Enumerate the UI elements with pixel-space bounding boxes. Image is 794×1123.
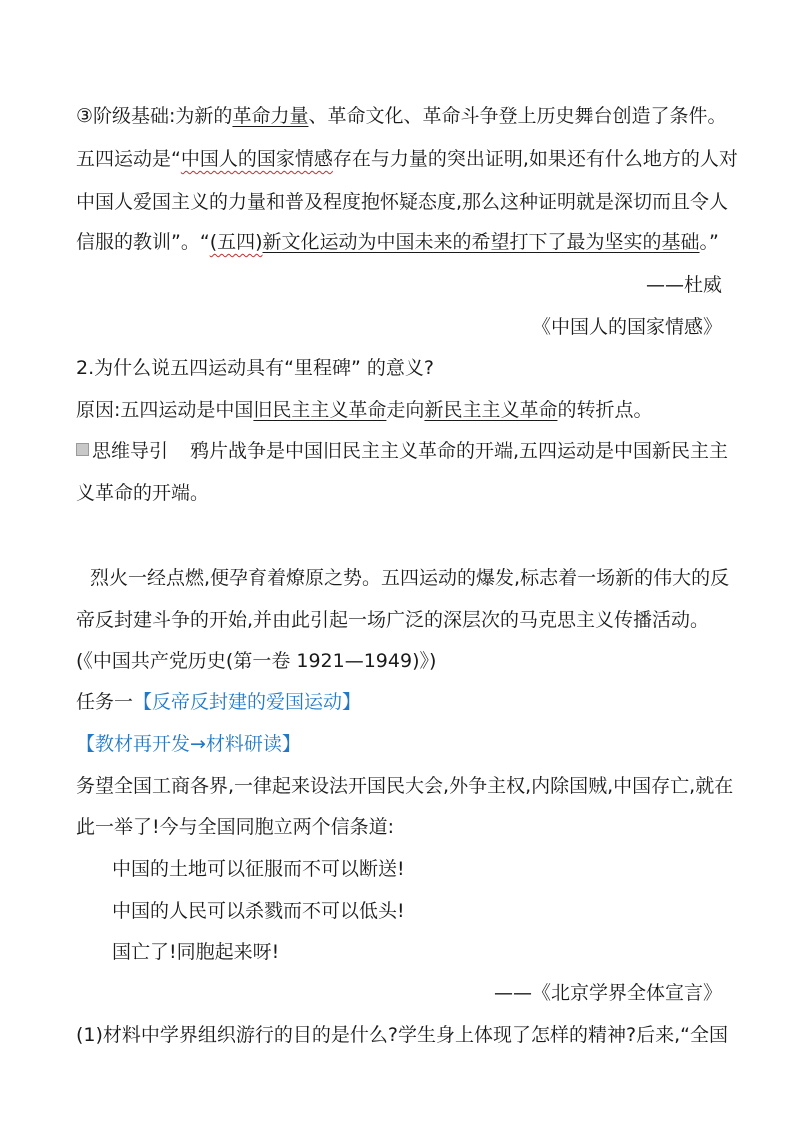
thinking-guide: 思维导引 鸦片战争是中国旧民主主义革命的开端,五四运动是中国新民主主 [76,437,722,465]
intro-line-2: 帝反封建斗争的开始,并由此引起一场广泛的深层次的马克思主义传播活动。 [76,609,710,631]
quote-author: ——杜威 [645,274,722,296]
wavy-term: 中国人的国家情感 [180,148,333,170]
guide-label: 思维导引 [92,440,169,462]
underlined-term: 革命力量 [232,105,309,127]
question-1: (1)材料中学界组织游行的目的是什么?学生身上体现了怎样的精神?后来,“全国 [76,1024,728,1046]
intro-line-1: 烈火一经点燃,便孕育着燎原之势。五四运动的爆发,标志着一场新的伟大的反 [90,567,730,589]
material-line-3: 中国的土地可以征服而不可以断送! [112,858,405,880]
material-line-2: 此一举了!今与全国同胞立两个信条道: [76,816,395,838]
material-source: ——《北京学界全体宣言》 [493,982,722,1004]
wavy-term: (五四) [209,231,263,253]
quote-line-2: 中国人爱国主义的力量和普及程度抱怀疑态度,那么这种证明就是深切而且令人 [76,191,729,213]
task-heading: 任务一【反帝反封建的爱国运动】 [76,691,362,713]
square-icon [76,443,89,456]
intro-citation: (《中国共产党历史(第一卷 1921—1949)》) [76,650,437,672]
material-line-1: 务望全国工商各界,一律起来设法开国民大会,外争主权,内除国贼,中国存亡,就在 [76,775,734,797]
material-line-4: 中国的人民可以杀戮而不可以低头! [112,900,405,922]
underlined-term: 旧民主主义革命 [253,399,387,421]
quote-line-1: 五四运动是“中国人的国家情感存在与力量的突出证明,如果还有什么地方的人对 [76,148,738,170]
quote-source: 《中国人的国家情感》 [531,316,722,338]
underlined-term: 新文化运动为中国未来的希望打下了最为坚实的基础 [262,231,700,253]
question-2: 2.为什么说五四运动具有“里程碑” 的意义? [76,357,434,379]
thinking-guide-cont: 义革命的开端。 [76,482,210,504]
class-basis-line: ③阶级基础:为新的革命力量、革命文化、革命斗争登上历史舞台创造了条件。 [76,105,727,127]
underlined-term: 新民主主义革命 [424,399,558,421]
answer-2: 原因:五四运动是中国旧民主主义革命走向新民主主义革命的转折点。 [76,399,653,421]
quote-line-3: 信服的教训”。“(五四)新文化运动为中国未来的希望打下了最为坚实的基础。” [76,231,719,253]
section-heading: 【教材再开发→材料研读】 [76,733,301,755]
material-line-5: 国亡了!同胞起来呀! [112,941,280,963]
task-title: 【反帝反封建的爱国运动】 [133,691,362,713]
